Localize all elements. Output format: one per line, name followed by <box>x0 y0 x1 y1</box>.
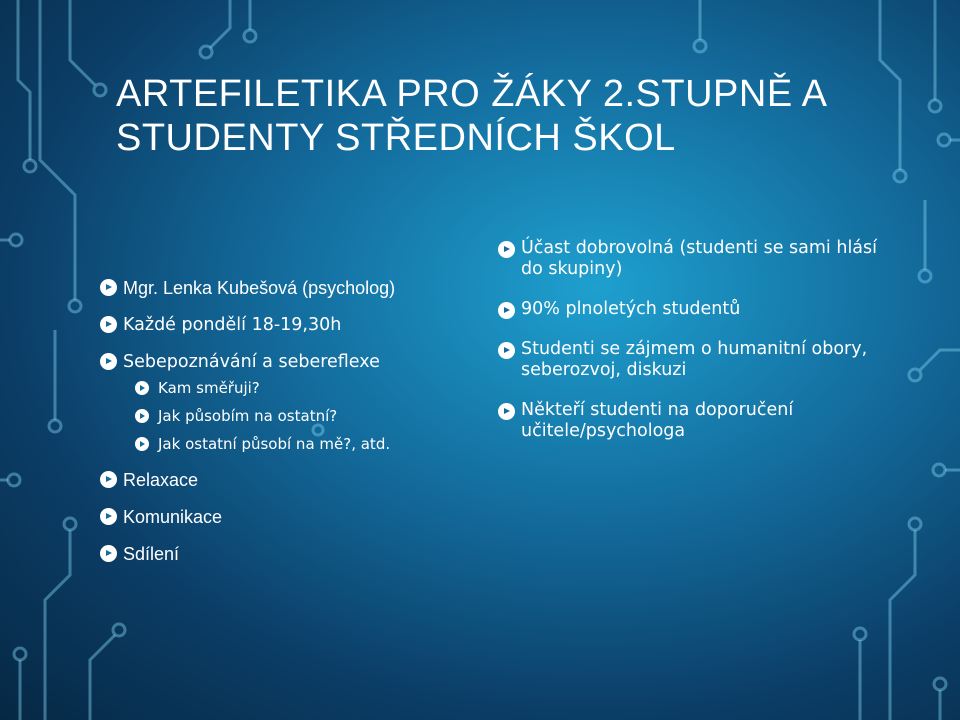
bullet-arrow-icon <box>135 381 149 395</box>
list-item: Účast dobrovolná (studenti se sami hlásí do skupiny) <box>498 238 878 280</box>
slide-title: ARTEFILETIKA PRO ŽÁKY 2.STUPNĚ A STUDENTY STŘEDNÍCH ŠKOL <box>116 73 826 159</box>
bullet-arrow-icon <box>100 545 117 562</box>
right-bullet-list <box>498 238 878 442</box>
bullet-arrow-icon <box>498 342 515 359</box>
sub-list-item: Jak ostatní působí na mě?, atd. <box>100 434 490 454</box>
bullet-arrow-icon <box>100 353 117 370</box>
list-item: Sebepoznávání a sebereflexe <box>100 350 490 374</box>
list-item: Každé pondělí 18-19,30h <box>100 313 490 337</box>
sub-list-item: Kam směřuji? <box>100 378 490 398</box>
bullet-arrow-icon <box>498 302 515 319</box>
bullet-arrow-icon <box>498 241 515 258</box>
bullet-arrow-icon <box>135 437 149 451</box>
bullet-arrow-icon <box>100 279 117 296</box>
list-item: 90% plnoletých studentů <box>498 299 878 320</box>
list-item: Sdílení <box>100 542 490 566</box>
list-item: Komunikace <box>100 505 490 529</box>
bullet-arrow-icon <box>135 409 149 423</box>
bullet-arrow-icon <box>100 316 117 333</box>
bullet-arrow-icon <box>100 471 117 488</box>
list-item: Studenti se zájmem o humanitní obory, seberozvoj, diskuzi <box>498 339 878 381</box>
left-bullet-list <box>100 276 490 566</box>
list-item: Relaxace <box>100 468 490 492</box>
list-item: Někteří studenti na doporučení učitele/psychologa <box>498 400 878 442</box>
sub-list-item: Jak působím na ostatní? <box>100 406 490 426</box>
bullet-arrow-icon <box>100 508 117 525</box>
bullet-arrow-icon <box>498 403 515 420</box>
list-item: Mgr. Lenka Kubešová (psycholog) <box>100 276 490 300</box>
